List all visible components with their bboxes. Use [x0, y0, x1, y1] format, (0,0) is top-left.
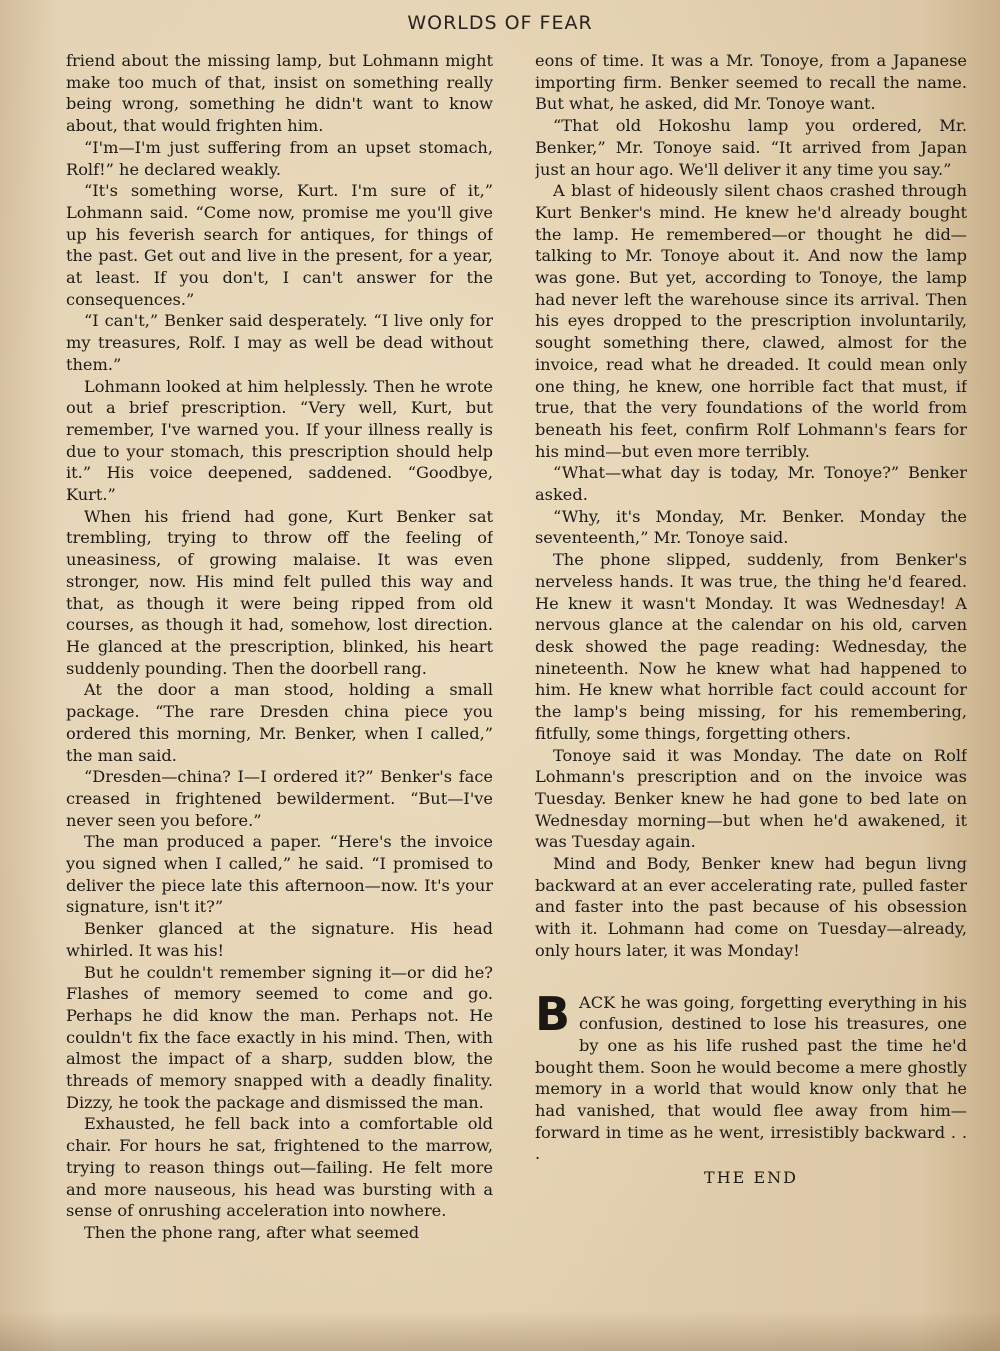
paragraph: Lohmann looked at him helplessly. Then he wrote out a brief prescription. “Very well, Kurt, but remember, I've warned you. If your illness really is due to your stomach, this prescription should help it.” His voice deepened, saddened. “Goodbye, Kurt.” [66, 376, 493, 505]
paragraph: “That old Hokoshu lamp you ordered, Mr. Benker,” Mr. Tonoye said. “It arrived from Japan just an hour ago. We'll deliver it any time you say.” [535, 116, 967, 179]
paragraph: Mind and Body, Benker knew had begun livng backward at an ever accelerating rate, pulled faster and faster into the past because of his obsession with it. Lohmann had come on Tuesday—already, only hours later, it was Monday! [535, 854, 967, 960]
paragraph: A blast of hideously silent chaos crashed through Kurt Benker's mind. He knew he'd already bought the lamp. He remembered—or thought he did—talking to Mr. Tonoye about it. And now the lamp was gone. But yet, according to Tonoye, the lamp had never left the warehouse since its arrival. Then his eyes dropped to the prescription involuntarily, sought something there, clawed, almost for the invoice, read what he dreaded. It could mean only one thing, he knew, one horrible fact that must, if true, that the very foundations of the world from beneath his feet, confirm Rolf Lohmann's fears for his mind—but even more terribly. [535, 181, 967, 461]
paragraph: eons of time. It was a Mr. Tonoye, from a Japanese importing firm. Benker seemed to recall the name. But what, he asked, did Mr. Tonoye want. [535, 51, 967, 114]
paragraph: “I can't,” Benker said desperately. “I live only for my treasures, Rolf. I may as well be dead without them.” [66, 311, 493, 374]
right-column [535, 50, 967, 1315]
paragraph: Exhausted, he fell back into a comfortable old chair. For hours he sat, frightened to the marrow, trying to reason things out—failing. He felt more and more nauseous, his head was bursting with a sense of onrushing acceleration into nowhere. [66, 1114, 493, 1221]
running-header: WORLDS OF FEAR [407, 12, 593, 34]
paragraph: “Why, it's Monday, Mr. Benker. Monday the seventeenth,” Mr. Tonoye said. [535, 506, 967, 548]
paragraph: Tonoye said it was Monday. The date on Rolf Lohmann's prescription and on the invoice was Tuesday. Benker knew he had gone to bed late on Wednesday morning—but when he'd awakened, it was Tuesday again. [535, 745, 967, 852]
paragraph: “I'm—I'm just suffering from an upset stomach, Rolf!” he declared weakly. [66, 137, 493, 179]
final-paragraph-text: ACK he was going, forgetting everything in his confusion, destined to lose his treasures, one by one as his life rushed past the time he'd bought them. Soon he would become a mere ghostly memory in a world that would know only that he had vanished, that would flee away from him—forward in time as he went, irresistibly backward . . . [535, 992, 967, 1164]
paragraph: “Dresden—china? I—I ordered it?” Benker's face creased in frightened bewilderment. “But—I've never seen you before.” [66, 767, 493, 830]
paragraph: Benker glanced at the signature. His head whirled. It was his! [66, 919, 493, 960]
paragraph: The man produced a paper. “Here's the invoice you signed when I called,” he said. “I promised to deliver the piece late this afternoon—now. It's your signature, isn't it?” [66, 832, 493, 917]
drop-cap: B [535, 986, 571, 1041]
the-end-mark: THE END [704, 1168, 798, 1188]
paragraph: The phone slipped, suddenly, from Benker's nerveless hands. It was true, the thing he'd feared. He knew it wasn't Monday. It was Wednesday! A nervous glance at the calendar on his old, carven desk showed the page reading: Wednesday, the nineteenth. Now he knew what had happened to him. He knew what horrible fact could account for the lamp's being missing, for his remembering, fitfully, some things, forgetting others. [535, 550, 967, 743]
paragraph: Then the phone rang, after what seemed [84, 1222, 420, 1242]
final-paragraph [535, 986, 967, 1166]
paragraph: friend about the missing lamp, but Lohmann might make too much of that, insist on something really being wrong, something he didn't want to know about, that would frighten him. [66, 51, 493, 136]
paragraph: “It's something worse, Kurt. I'm sure of it,” Lohmann said. “Come now, promise me you'll give up his feverish search for antiques, for things of the past. Get out and live in the present, for a year, at least. If you don't, I can't answer for the consequences.” [66, 181, 493, 309]
paragraph: “What—what day is today, Mr. Tonoye?” Benker asked. [535, 463, 967, 505]
paragraph: But he couldn't remember signing it—or did he? Flashes of memory seemed to come and go. Perhaps he did know the man. Perhaps not. He couldn't fix the face exactly in his mind. Then, with almost the impact of a sharp, sudden blow, the threads of memory snapped with a deadly finality. Dizzy, he took the package and dismissed the man. [66, 962, 493, 1112]
left-column [66, 50, 493, 1315]
section-break [535, 962, 967, 992]
paragraph: At the door a man stood, holding a small package. “The rare Dresden china piece you ordered this morning, Mr. Benker, when I called,” the man said. [66, 680, 493, 765]
paragraph: When his friend had gone, Kurt Benker sat trembling, trying to throw off the feeling of uneasiness, of growing malaise. It was even stronger, now. His mind felt pulled this way and that, as though it were being ripped from old courses, as though it had, somehow, lost direction. He glanced at the prescription, blinked, his heart suddenly pounding. Then the doorbell rang. [66, 506, 493, 678]
